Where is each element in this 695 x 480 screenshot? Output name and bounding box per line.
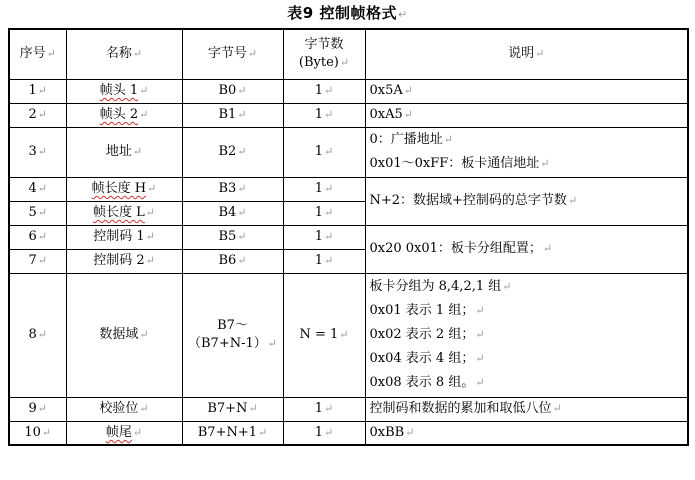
cell-byte: B3↵ (182, 177, 283, 201)
table-row (9, 79, 688, 103)
cell-desc-merged: N+2：数据域+控制码的总字节数↵ (365, 177, 688, 225)
cell-byte: B2↵ (182, 127, 283, 177)
cell-name: 帧长度 H↵ (66, 177, 182, 201)
cell-desc: 控制码和数据的累加和取低八位↵ (365, 397, 688, 421)
cell-byte: B5↵ (182, 225, 283, 249)
cell-no: 7↵ (9, 249, 66, 273)
header-description: 说明↵ (365, 29, 688, 79)
cell-no: 6↵ (9, 225, 66, 249)
cell-desc: 0xBB↵ (365, 421, 688, 445)
cell-no: 3↵ (9, 127, 66, 177)
cell-desc: 0：广播地址↵ 0x01～0xFF：板卡通信地址↵ (365, 127, 688, 177)
table-row (9, 397, 688, 421)
cell-name: 控制码 2↵ (66, 249, 182, 273)
table-row (9, 103, 688, 127)
cell-count: 1↵ (283, 397, 365, 421)
header-no: 序号↵ (9, 29, 66, 79)
cell-byte: B4↵ (182, 201, 283, 225)
cell-byte: B0↵ (182, 79, 283, 103)
paragraph-mark-icon: ↵ (397, 8, 408, 21)
cell-count: N = 1↵ (283, 273, 365, 397)
cell-desc: 0x5A↵ (365, 79, 688, 103)
cell-byte: B7～ （B7+N-1）↵ (182, 273, 283, 397)
cell-name: 帧尾↵ (66, 421, 182, 445)
table-row (9, 421, 688, 445)
cell-no: 1↵ (9, 79, 66, 103)
cell-name: 帧头 1↵ (66, 79, 182, 103)
cell-desc-merged: 0x20 0x01：板卡分组配置；↵ (365, 225, 688, 273)
cell-byte: B7+N↵ (182, 397, 283, 421)
cell-no: 2↵ (9, 103, 66, 127)
table-row (9, 225, 688, 249)
table-row (9, 177, 688, 201)
cell-count: 1↵ (283, 103, 365, 127)
cell-name: 数据域↵ (66, 273, 182, 397)
cell-count: 1↵ (283, 201, 365, 225)
cell-desc: 0xA5↵ (365, 103, 688, 127)
cell-count: 1↵ (283, 249, 365, 273)
header-row (9, 29, 688, 79)
header-name: 名称↵ (66, 29, 182, 79)
cell-name: 帧头 2↵ (66, 103, 182, 127)
table-row (9, 273, 688, 397)
control-frame-format-table (8, 28, 689, 446)
cell-name: 地址↵ (66, 127, 182, 177)
cell-no: 4↵ (9, 177, 66, 201)
header-byte-count: 字节数 (Byte)↵ (283, 29, 365, 79)
cell-no: 9↵ (9, 397, 66, 421)
header-byte-no: 字节号↵ (182, 29, 283, 79)
cell-byte: B6↵ (182, 249, 283, 273)
table-caption (0, 2, 695, 26)
cell-count: 1↵ (283, 225, 365, 249)
caption-text: 表9 控制帧格式 (287, 4, 397, 22)
cell-desc: 板卡分组为 8,4,2,1 组↵ 0x01 表示 1 组；↵ 0x02 表示 2 组；↵ 0x04 表示 4 组；↵ 0x08 表示 8 组。↵ (365, 273, 688, 397)
cell-count: 1↵ (283, 177, 365, 201)
cell-no: 5↵ (9, 201, 66, 225)
cell-no: 8↵ (9, 273, 66, 397)
cell-byte: B7+N+1↵ (182, 421, 283, 445)
cell-name: 控制码 1↵ (66, 225, 182, 249)
cell-name: 帧长度 L↵ (66, 201, 182, 225)
cell-name: 校验位↵ (66, 397, 182, 421)
table-row (9, 127, 688, 177)
cell-byte: B1↵ (182, 103, 283, 127)
cell-count: 1↵ (283, 127, 365, 177)
cell-count: 1↵ (283, 421, 365, 445)
cell-count: 1↵ (283, 79, 365, 103)
cell-no: 10↵ (9, 421, 66, 445)
